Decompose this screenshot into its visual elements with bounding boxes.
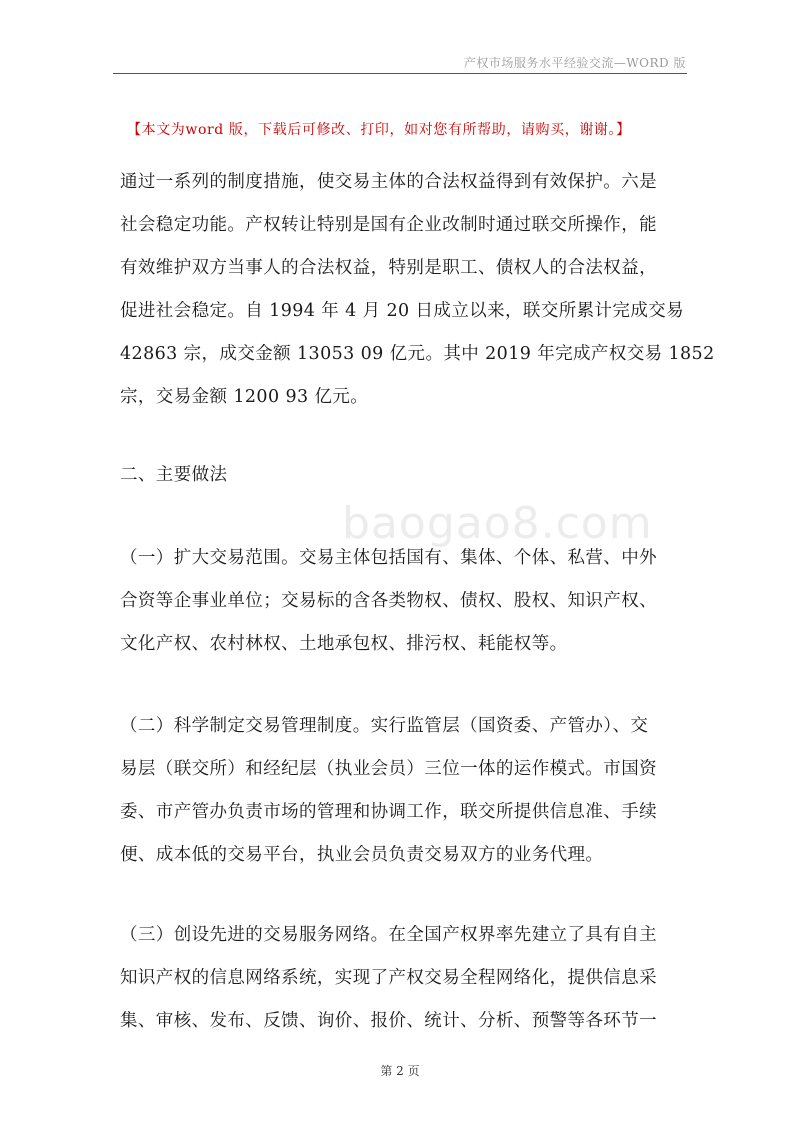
paragraph-3 — [120, 705, 686, 877]
page-header-title: 产权市场服务水平经验交流—WORD 版 — [463, 56, 686, 70]
text-line: 通过一系列的制度措施，使交易主体的合法权益得到有效保护。六是 — [120, 172, 657, 192]
page-number: 第 2 页 — [380, 1064, 420, 1078]
text-line: 知识产权的信息网络系统，实现了产权交易全程网络化，提供信息采 — [120, 968, 657, 988]
watermark-text: baogao8.com — [342, 498, 653, 549]
section-heading — [120, 454, 686, 497]
text-line: 有效维护双方当事人的合法权益，特别是职工、债权人的合法权益， — [120, 258, 657, 278]
text-line: 社会稳定功能。产权转让特别是国有企业改制时通过联交所操作，能 — [120, 215, 657, 235]
text-line: 促进社会稳定。自 1994 年 4 月 20 日成立以来，联交所累计完成交易 — [120, 301, 685, 321]
text-line: 合资等企事业单位；交易标的含各类物权、债权、股权、知识产权、 — [120, 591, 657, 611]
header-divider — [113, 73, 687, 74]
text-line: 易层（联交所）和经纪层（执业会员）三位一体的运作模式。市国资 — [120, 759, 657, 779]
text-line: 委、市产管办负责市场的管理和协调工作，联交所提供信息准、手续 — [120, 802, 657, 822]
text-line: 42863 宗，成交金额 13053 09 亿元。其中 2019 年完成产权交易 1852 — [120, 344, 715, 364]
paragraph-4 — [120, 914, 686, 1043]
paragraph-2 — [120, 537, 686, 666]
text-line: （三）创设先进的交易服务网络。在全国产权界率先建立了具有自主 — [120, 925, 657, 945]
text-line: （一）扩大交易范围。交易主体包括国有、集体、个体、私营、中外 — [120, 548, 657, 568]
heading-text: 二、主要做法 — [120, 465, 228, 485]
paragraph-1 — [120, 161, 715, 419]
text-line: （二）科学制定交易管理制度。实行监管层（国资委、产管办）、交 — [120, 716, 649, 736]
text-line: 便、成本低的交易平台，执业会员负责交易双方的业务代理。 — [120, 845, 604, 865]
text-line: 文化产权、农村林权、土地承包权、排污权、耗能权等。 — [120, 634, 568, 654]
text-line: 宗，交易金额 1200 93 亿元。 — [120, 387, 369, 407]
text-line: 集、审核、发布、反馈、询价、报价、统计、分析、预警等各环节一 — [120, 1011, 657, 1031]
purchase-notice: 【本文为word 版，下载后可修改、打印，如对您有所帮助，请购买，谢谢。】 — [127, 122, 631, 138]
